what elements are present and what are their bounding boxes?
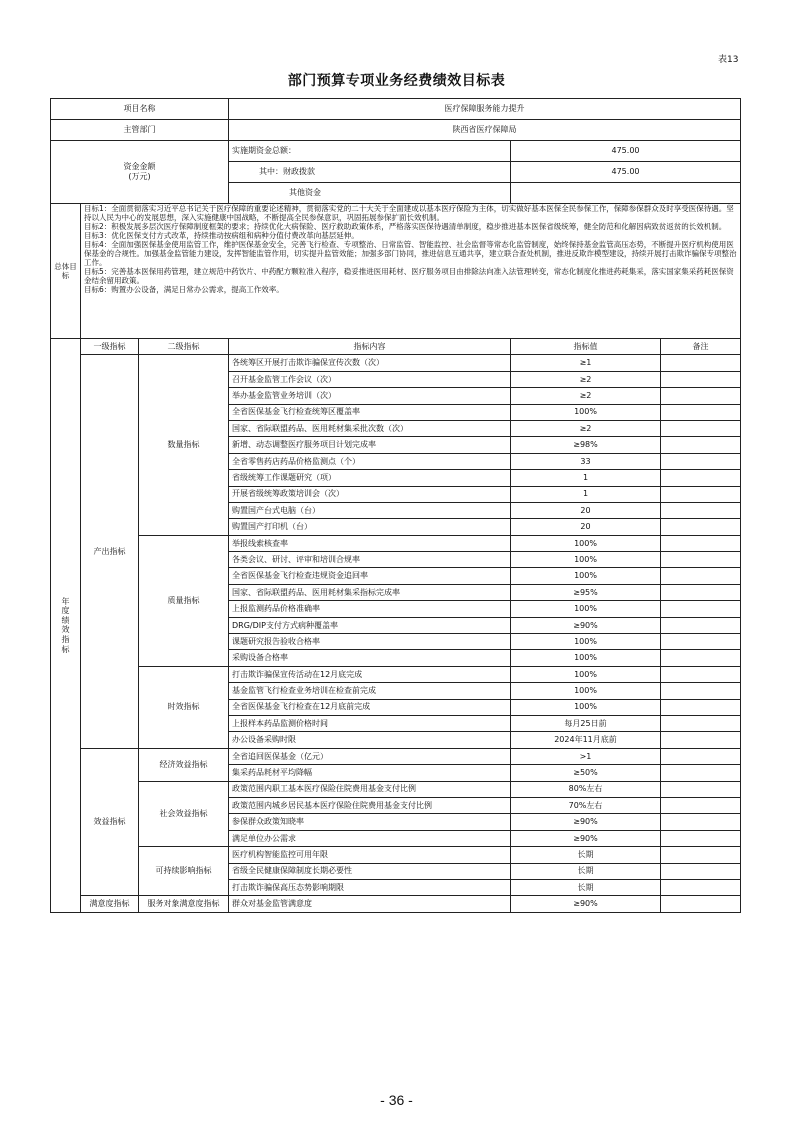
- performance-goal-table: [50, 98, 741, 913]
- indicator-content: 全省医保基金飞行检查违规资金追回率: [229, 568, 511, 584]
- level1-indicator: 效益指标: [81, 748, 139, 896]
- indicator-content: 全省医保基金飞行检查在12月底前完成: [229, 699, 511, 715]
- indicator-content: 采购设备合格率: [229, 650, 511, 666]
- indicator-value: 100%: [511, 683, 661, 699]
- indicator-note: [661, 568, 741, 584]
- funds-label-cell: [51, 141, 229, 204]
- indicator-content: 全省追回医保基金（亿元）: [229, 748, 511, 764]
- indicator-note: [661, 502, 741, 518]
- indicator-content: 上报样本药品监测价格时间: [229, 715, 511, 731]
- funds-row-value: 475.00: [511, 162, 741, 183]
- goal-line: 目标1：全面贯彻落实习近平总书记关于医疗保障的重要论述精神，贯彻落实党的二十大关于全面建成以基本医疗保险为主体，切实做好基本医保全民参保工作，保障参保群众及时享受医保待遇。坚持以人民为中心的发展思想，深入实施健康中国战略，不断提高全民参保意识，巩固拓展参保扩面长效机制。: [84, 204, 734, 222]
- goal-line: 目标5：完善基本医保用药管理，建立规范中药饮片、中药配方颗粒准入程序，稳妥推进医用耗材、医疗服务项目由排除法向准入法管理转变，常态化制度化推进药耗集采，落实国家集采药耗医保资金结余留用政策。: [84, 267, 734, 285]
- table-row: [51, 748, 741, 764]
- indicator-value: 100%: [511, 552, 661, 568]
- indicator-content: 国家、省际联盟药品、医用耗材集采批次数（次）: [229, 420, 511, 436]
- indicator-value: ≥2: [511, 388, 661, 404]
- goal-line: 目标6：购置办公设备，满足日常办公需求，提高工作效率。: [84, 285, 284, 294]
- indicator-content: 举办基金监管业务培训（次）: [229, 388, 511, 404]
- annual-indicator-char: 绩: [61, 615, 70, 625]
- indicator-note: [661, 601, 741, 617]
- level2-indicator: 经济效益指标: [139, 748, 229, 781]
- indicator-note: [661, 879, 741, 895]
- indicator-content: 省级统筹工作课题研究（项）: [229, 470, 511, 486]
- annual-indicator-char: 年: [61, 596, 70, 606]
- indicator-value: 100%: [511, 535, 661, 551]
- indicator-value: >1: [511, 748, 661, 764]
- indicator-value: ≥1: [511, 355, 661, 371]
- header-note: 备注: [661, 339, 741, 355]
- dept-label: 主管部门: [51, 120, 229, 141]
- indicator-note: [661, 420, 741, 436]
- indicator-note: [661, 552, 741, 568]
- annual-indicator-char: 效: [61, 625, 70, 635]
- indicator-note: [661, 437, 741, 453]
- indicator-note: [661, 666, 741, 682]
- indicator-value: 100%: [511, 650, 661, 666]
- table-row: [51, 896, 741, 912]
- indicator-value: 70%左右: [511, 797, 661, 813]
- indicator-content: 全省零售药店药品价格监测点（个）: [229, 453, 511, 469]
- project-value: 医疗保障服务能力提升: [229, 99, 741, 120]
- indicator-value: 长期: [511, 879, 661, 895]
- indicator-value: ≥95%: [511, 584, 661, 600]
- indicator-note: [661, 797, 741, 813]
- indicator-value: ≥2: [511, 420, 661, 436]
- indicator-content: 满足单位办公需求: [229, 830, 511, 846]
- indicator-content: 国家、省际联盟药品、医用耗材集采指标完成率: [229, 584, 511, 600]
- indicator-value: 20: [511, 519, 661, 535]
- indicator-content: 开展省级统筹政策培训会（次）: [229, 486, 511, 502]
- indicator-header-row: [51, 339, 741, 355]
- funds-row-value: 475.00: [511, 141, 741, 162]
- indicator-value: 每月25日前: [511, 715, 661, 731]
- indicator-content: 购置国产打印机（台）: [229, 519, 511, 535]
- indicator-value: 长期: [511, 863, 661, 879]
- indicator-content: 群众对基金监管满意度: [229, 896, 511, 912]
- indicator-value: ≥90%: [511, 814, 661, 830]
- indicator-content: 政策范围内城乡居民基本医疗保险住院费用基金支付比例: [229, 797, 511, 813]
- page-number: - 36 -: [380, 1092, 413, 1108]
- indicator-content: 召开基金监管工作会议（次）: [229, 371, 511, 387]
- indicator-value: 100%: [511, 404, 661, 420]
- annual-indicator-char: 标: [61, 644, 70, 654]
- indicator-content: 举报线索核查率: [229, 535, 511, 551]
- indicator-value: 33: [511, 453, 661, 469]
- indicator-content: 办公设备采购时限: [229, 732, 511, 748]
- indicator-value: ≥90%: [511, 617, 661, 633]
- indicator-value: 2024年11月底前: [511, 732, 661, 748]
- annual-indicator-char: 指: [61, 634, 70, 644]
- indicator-value: 100%: [511, 666, 661, 682]
- indicator-value: 1: [511, 470, 661, 486]
- header-level1: 一级指标: [81, 339, 139, 355]
- indicator-content: 基金监管飞行检查业务培训在检查前完成: [229, 683, 511, 699]
- indicator-content: 新增、动态调整医疗服务项目计划完成率: [229, 437, 511, 453]
- indicator-content: 购置国产台式电脑（台）: [229, 502, 511, 518]
- indicator-content: 课题研究报告验收合格率: [229, 634, 511, 650]
- indicator-note: [661, 404, 741, 420]
- table-row: [51, 355, 741, 371]
- level2-indicator: 社会效益指标: [139, 781, 229, 847]
- indicator-note: [661, 519, 741, 535]
- indicator-content: 政策范围内职工基本医疗保险住院费用基金支付比例: [229, 781, 511, 797]
- indicator-note: [661, 650, 741, 666]
- table-row: [51, 847, 741, 863]
- indicator-note: [661, 765, 741, 781]
- indicator-content: 各统筹区开展打击欺诈骗保宣传次数（次）: [229, 355, 511, 371]
- indicator-value: ≥90%: [511, 896, 661, 912]
- indicator-note: [661, 748, 741, 764]
- funds-label: 资金金额: [123, 162, 156, 172]
- table-row: [51, 666, 741, 682]
- level1-indicator: 满意度指标: [81, 896, 139, 912]
- indicator-note: [661, 699, 741, 715]
- funds-row-label: 其他资金: [229, 183, 511, 204]
- header-content: 指标内容: [229, 339, 511, 355]
- project-row: [51, 99, 741, 120]
- indicator-content: 各类会议、研讨、评审和培训合规率: [229, 552, 511, 568]
- indicator-note: [661, 371, 741, 387]
- indicator-note: [661, 355, 741, 371]
- indicator-note: [661, 388, 741, 404]
- indicator-note: [661, 781, 741, 797]
- annual-indicator-label: [51, 339, 81, 913]
- table-row: [51, 535, 741, 551]
- indicator-value: 100%: [511, 699, 661, 715]
- level1-indicator: 产出指标: [81, 355, 139, 748]
- indicator-note: [661, 535, 741, 551]
- goals-label: 总体目标: [51, 204, 81, 339]
- indicator-note: [661, 863, 741, 879]
- annual-indicator-char: 度: [61, 606, 70, 616]
- indicator-note: [661, 470, 741, 486]
- funds-row-value: [511, 183, 741, 204]
- indicator-note: [661, 896, 741, 912]
- dept-row: [51, 120, 741, 141]
- goal-line: 目标4：全面加强医保基金使用监管工作，维护医保基金安全，完善飞行检查、专项整治、日常监管、智能监控、社会监督等常态化监管制度，始终保持基金监管高压态势，不断提升医疗机构使用医保基金的合规性。加强基金监管能力建设，发挥智能监管作用，切实提升监管效能；加强多部门协同，推进信息互通共享，建立联合查处机制，推进反欺诈模型建设，持续开展打击欺诈骗保专项整治工作。: [84, 240, 737, 267]
- project-label: 项目名称: [51, 99, 229, 120]
- indicator-value: 80%左右: [511, 781, 661, 797]
- indicator-content: 省级全民健康保障制度长期必要性: [229, 863, 511, 879]
- goals-text: [81, 204, 741, 339]
- level2-indicator: 数量指标: [139, 355, 229, 535]
- level2-indicator: 服务对象满意度指标: [139, 896, 229, 912]
- indicator-note: [661, 453, 741, 469]
- indicator-note: [661, 584, 741, 600]
- funds-unit: (万元): [128, 172, 151, 181]
- indicator-note: [661, 486, 741, 502]
- indicator-note: [661, 683, 741, 699]
- page-title: 部门预算专项业务经费绩效目标表: [287, 73, 506, 89]
- indicator-value: 100%: [511, 634, 661, 650]
- funds-row-label: 实施期资金总额：: [229, 141, 511, 162]
- indicator-content: 上报监测药品价格准确率: [229, 601, 511, 617]
- indicator-note: [661, 814, 741, 830]
- indicator-content: 打击欺诈骗保宣传活动在12月底完成: [229, 666, 511, 682]
- header-level2: 二级指标: [139, 339, 229, 355]
- indicator-value: ≥90%: [511, 830, 661, 846]
- indicator-value: 20: [511, 502, 661, 518]
- indicator-content: 打击欺诈骗保高压态势影响期限: [229, 879, 511, 895]
- indicator-content: 全省医保基金飞行检查统筹区覆盖率: [229, 404, 511, 420]
- table-number: 表13: [718, 55, 739, 65]
- indicator-note: [661, 847, 741, 863]
- indicator-content: 集采药品耗材平均降幅: [229, 765, 511, 781]
- indicator-note: [661, 634, 741, 650]
- indicator-content: DRG/DIP支付方式病种覆盖率: [229, 617, 511, 633]
- goal-line: 目标3：优化医保支付方式改革，持续推动按病组和病种分值付费改革向基层延伸。: [84, 231, 359, 240]
- indicator-note: [661, 617, 741, 633]
- indicator-value: ≥2: [511, 371, 661, 387]
- header-value: 指标值: [511, 339, 661, 355]
- level2-indicator: 可持续影响指标: [139, 847, 229, 896]
- indicator-value: 100%: [511, 601, 661, 617]
- indicator-value: 长期: [511, 847, 661, 863]
- level2-indicator: 时效指标: [139, 666, 229, 748]
- indicator-note: [661, 715, 741, 731]
- indicator-note: [661, 732, 741, 748]
- indicator-content: 参保群众政策知晓率: [229, 814, 511, 830]
- dept-value: 陕西省医疗保障局: [229, 120, 741, 141]
- table-row: [51, 781, 741, 797]
- goals-row: [51, 204, 741, 339]
- level2-indicator: 质量指标: [139, 535, 229, 666]
- funds-row-label: 其中：财政拨款: [229, 162, 511, 183]
- indicator-content: 医疗机构智能监控可用年限: [229, 847, 511, 863]
- indicator-note: [661, 830, 741, 846]
- indicator-value: 100%: [511, 568, 661, 584]
- indicator-value: 1: [511, 486, 661, 502]
- goal-line: 目标2：积极发展多层次医疗保障制度框架的要求；持续优化大病保险、医疗救助政策体系，严格落实医保待遇清单制度，稳步推进基本医保省级统筹，健全防范和化解因病致贫返贫的长效机制。: [84, 222, 727, 231]
- funds-total-row: [51, 141, 741, 162]
- indicator-value: ≥50%: [511, 765, 661, 781]
- indicator-value: ≥98%: [511, 437, 661, 453]
